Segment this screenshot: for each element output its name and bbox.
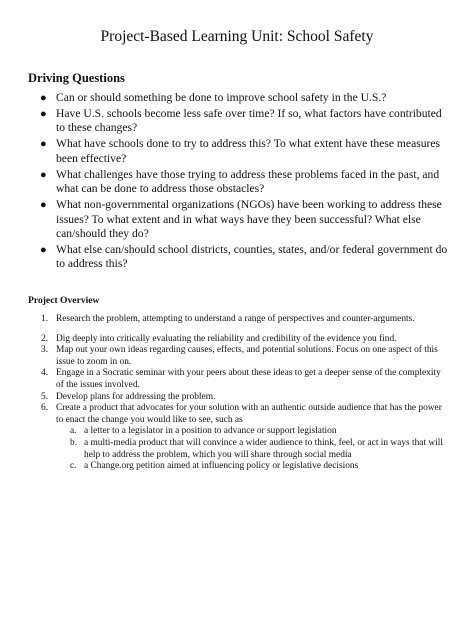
product-option-text: a multi-media product that will convince a wider audience to think, feel, or act in ways that will help to address the problem, which you will share through social media [84, 437, 444, 460]
list-item [28, 198, 448, 242]
driving-question-text: What else can/should school districts, counties, states, and/or federal government do to address this? [56, 242, 448, 271]
list-item [28, 392, 448, 404]
overview-step-text: Research the problem, attempting to understand a range of perspectives and counter-arguments. [56, 314, 415, 324]
list-number: 5. [41, 391, 49, 402]
list-item [28, 91, 448, 106]
document-title: Project-Based Learning Unit: School Safety [100, 28, 374, 45]
list-item [28, 345, 448, 368]
overview-step-text: Create a product that advocates for your solution with an authentic outside audience that has the power to enact the change you would like to see, such as [56, 403, 442, 425]
bullet-icon: ● [40, 138, 47, 151]
driving-question-text: What have schools done to try to address this? To what extent have these measures been effective? [56, 137, 441, 165]
driving-question-text: Have U.S. schools become less safe over time? If so, what factors have contributed to these changes? [56, 106, 442, 135]
driving-question-text: What non-governmental organizations (NGOs) have been working to address these issues? To what extent and in what ways have they been successful? What else can/should they do? [56, 197, 442, 241]
list-item [28, 334, 448, 346]
list-item [56, 461, 448, 473]
list-number: 2. [41, 333, 49, 344]
bullet-icon: ● [40, 107, 47, 120]
bullet-icon: ● [40, 198, 47, 211]
list-number: 3. [41, 345, 49, 356]
bullet-icon: ● [40, 243, 47, 256]
product-options-list [56, 426, 448, 472]
list-item [56, 438, 448, 461]
overview-step-text: Develop plans for addressing the problem. [56, 391, 216, 402]
list-item [28, 403, 448, 473]
driving-question-text: Can or should something be done to improve school safety in the U.S.? [56, 91, 387, 104]
list-number: 4. [41, 368, 49, 379]
driving-questions-list [28, 91, 448, 273]
bullet-icon: ● [40, 92, 47, 104]
list-letter: b. [70, 437, 78, 448]
list-number: 1. [41, 314, 49, 324]
list-item [56, 426, 448, 438]
driving-question-text: What challenges have those trying to address these problems faced in the past, and what can be done to address those obstacles? [56, 167, 440, 196]
project-overview-heading: Project Overview [28, 295, 100, 306]
list-letter: a. [70, 426, 77, 437]
list-item [28, 137, 448, 166]
overview-step-text: Dig deeply into critically evaluating the reliability and credibility of the evidence you find. [56, 333, 397, 344]
list-number: 6. [41, 403, 49, 414]
list-item [28, 168, 448, 197]
list-item [28, 314, 448, 326]
overview-step-text: Engage in a Socratic seminar with your peers about these ideas to get a deeper sense of the complexity of the issues involved. [56, 368, 441, 390]
overview-step-text: Map out your own ideas regarding causes, effects, and potential solutions. Focus on one aspect of this issue to zoom in on. [56, 345, 438, 367]
product-option-text: a Change.org petition aimed at influencing policy or legislative decisions [84, 461, 359, 472]
list-item [28, 368, 448, 391]
list-letter: c. [70, 461, 77, 472]
list-item [28, 243, 448, 272]
product-option-text: a letter to a legislator in a position to advance or support legislation [84, 426, 337, 437]
project-overview-list [28, 314, 448, 473]
list-item [28, 107, 448, 136]
driving-questions-heading: Driving Questions [28, 71, 125, 85]
bullet-icon: ● [40, 168, 47, 181]
